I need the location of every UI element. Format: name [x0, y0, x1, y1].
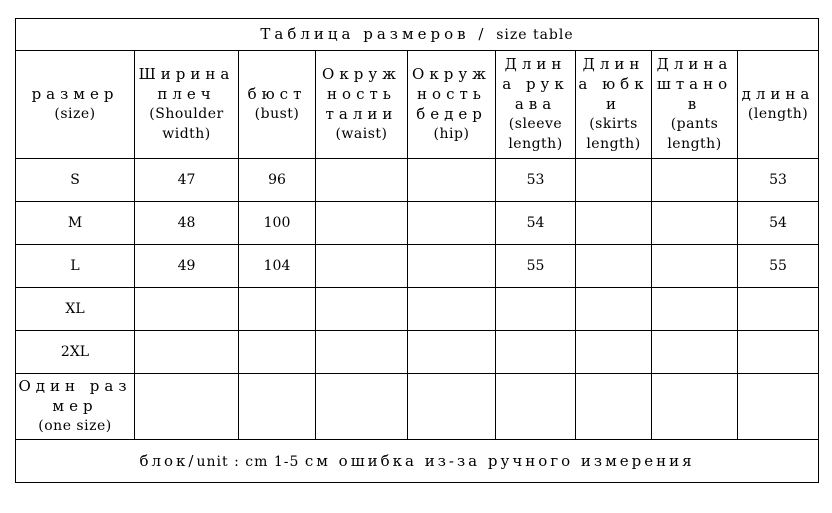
cell-bust: 96	[239, 159, 316, 202]
cell-waist	[316, 330, 408, 373]
cell-bust	[239, 330, 316, 373]
size-table	[15, 18, 819, 483]
cell-hip	[408, 330, 496, 373]
cell-pants	[652, 373, 738, 439]
cell-hip	[408, 244, 496, 287]
title-separator: /	[469, 25, 497, 44]
size-chart	[15, 18, 818, 483]
cell-shoulder: 47	[135, 159, 239, 202]
cell-sleeve	[496, 330, 576, 373]
cell-size: 2XL	[16, 330, 135, 373]
header-sleeve-length: Длина рукава (sleeve length)	[496, 50, 576, 158]
table-row-xl	[16, 287, 819, 330]
cell-size: S	[16, 159, 135, 202]
cell-skirt	[576, 373, 652, 439]
cell-hip	[408, 159, 496, 202]
cell-sleeve	[496, 373, 576, 439]
measurement-note	[16, 440, 819, 483]
unit-label-ru: блок/	[139, 452, 197, 471]
cell-length	[738, 330, 819, 373]
cell-sleeve	[496, 287, 576, 330]
cell-waist	[316, 201, 408, 244]
cell-size: L	[16, 244, 135, 287]
cell-skirt	[576, 201, 652, 244]
cell-shoulder	[135, 330, 239, 373]
table-row-m	[16, 201, 819, 244]
cell-bust	[239, 287, 316, 330]
header-pants-length: Длина штанов (pants length)	[652, 50, 738, 158]
cell-sleeve: 54	[496, 201, 576, 244]
cell-shoulder: 49	[135, 244, 239, 287]
cell-pants	[652, 159, 738, 202]
cell-pants	[652, 330, 738, 373]
cell-waist	[316, 159, 408, 202]
cell-pants	[652, 201, 738, 244]
cell-size: Один размер (one size)	[16, 373, 135, 439]
header-waist: Окружность талии (waist)	[316, 50, 408, 158]
cell-pants	[652, 287, 738, 330]
cell-hip	[408, 201, 496, 244]
cell-length: 55	[738, 244, 819, 287]
cell-sleeve: 55	[496, 244, 576, 287]
table-row-one-size	[16, 373, 819, 439]
cell-bust: 104	[239, 244, 316, 287]
table-row-2xl	[16, 330, 819, 373]
header-row	[16, 50, 819, 158]
cell-length	[738, 287, 819, 330]
cell-skirt	[576, 159, 652, 202]
cell-size: XL	[16, 287, 135, 330]
unit-label-en: unit : cm	[196, 454, 269, 471]
cell-shoulder	[135, 373, 239, 439]
cell-waist	[316, 287, 408, 330]
cell-length: 53	[738, 159, 819, 202]
table-row-l	[16, 244, 819, 287]
cell-skirt	[576, 287, 652, 330]
cell-shoulder	[135, 287, 239, 330]
cell-length	[738, 373, 819, 439]
cell-size: M	[16, 201, 135, 244]
tolerance-range: 1-5	[268, 454, 305, 471]
table-title	[16, 19, 819, 51]
header-shoulder-width: Ширина плеч (Shoulder width)	[135, 50, 239, 158]
header-length: длина (length)	[738, 50, 819, 158]
cell-waist	[316, 244, 408, 287]
header-bust: бюст (bust)	[239, 50, 316, 158]
cell-hip	[408, 373, 496, 439]
header-hip: Окружность бедер (hip)	[408, 50, 496, 158]
cell-skirt	[576, 244, 652, 287]
cell-length: 54	[738, 201, 819, 244]
cell-sleeve: 53	[496, 159, 576, 202]
cell-waist	[316, 373, 408, 439]
header-size: размер (size)	[16, 50, 135, 158]
header-skirt-length: Длина юбки (skirts length)	[576, 50, 652, 158]
cell-bust	[239, 373, 316, 439]
cell-bust: 100	[239, 201, 316, 244]
table-row-s	[16, 159, 819, 202]
title-en: size table	[496, 27, 574, 44]
cell-pants	[652, 244, 738, 287]
cell-skirt	[576, 330, 652, 373]
cell-shoulder: 48	[135, 201, 239, 244]
tolerance-note: см ошибка из-за ручного измерения	[304, 452, 695, 471]
cell-hip	[408, 287, 496, 330]
title-ru: Таблица размеров	[260, 25, 470, 44]
